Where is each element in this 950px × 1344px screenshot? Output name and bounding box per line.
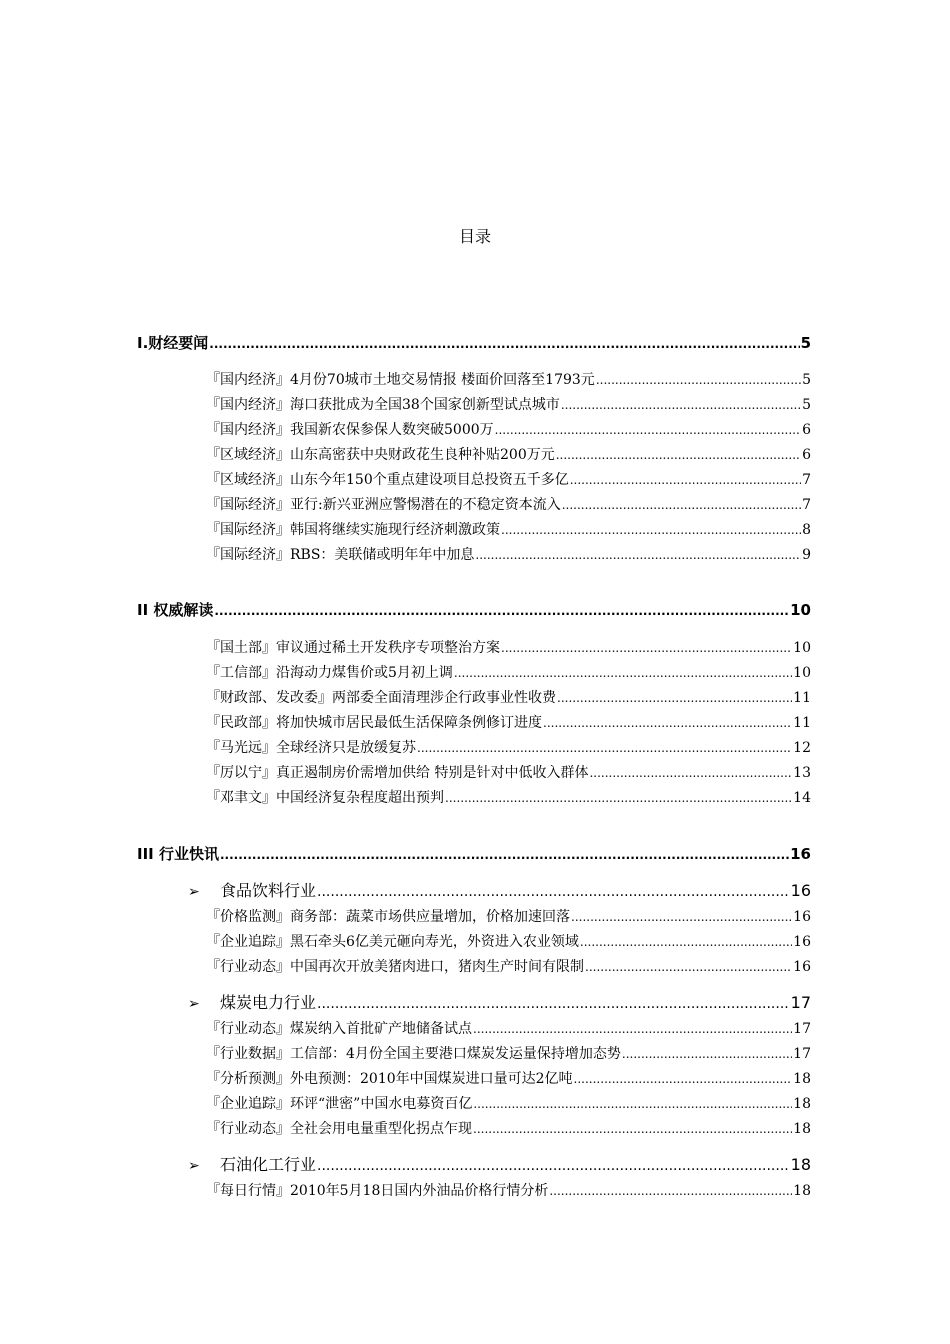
toc-entry[interactable] xyxy=(206,469,811,491)
entry-text: 『企业追踪』黑石牵头6亿美元砸向寿光，外资进入农业领域 xyxy=(206,934,579,950)
dot-leader xyxy=(501,637,792,659)
toc-entry[interactable] xyxy=(206,1093,811,1115)
toc-entry[interactable] xyxy=(206,1118,811,1140)
page-number: 13 xyxy=(793,765,811,781)
toc-entry[interactable] xyxy=(206,1018,811,1040)
entry-text: 『国内经济』4月份70城市土地交易情报 楼面价回落至1793元 xyxy=(206,372,595,388)
page-number: 11 xyxy=(793,715,811,731)
page-number: 7 xyxy=(802,497,811,513)
page-number: 18 xyxy=(793,1121,811,1137)
entry-text: 『行业动态』煤炭纳入首批矿产地储备试点 xyxy=(206,1021,472,1037)
toc-title: 目录 xyxy=(458,227,491,246)
subsection-heading-text: 食品饮料行业 xyxy=(220,881,317,900)
entry-text: 『每日行情』2010年5月18日国内外油品价格行情分析 xyxy=(206,1183,549,1199)
page-number: 5 xyxy=(802,372,811,388)
toc-entry[interactable] xyxy=(206,519,811,541)
page-number: 10 xyxy=(793,665,811,681)
dot-leader xyxy=(454,662,792,684)
entry-text: 『国土部』审议通过稀土开发秩序专项整治方案 xyxy=(206,640,500,656)
dot-leader xyxy=(445,787,792,809)
entry-text: 『行业动态』全社会用电量重型化拐点乍现 xyxy=(206,1121,472,1137)
entry-text: 『行业数据』工信部：4月份全国主要港口煤炭发运量保持增加态势 xyxy=(206,1046,621,1062)
entry-text: 『国内经济』我国新农保参保人数突破5000万 xyxy=(206,422,494,438)
toc-entry[interactable] xyxy=(206,712,811,734)
toc-entry[interactable] xyxy=(206,1180,811,1202)
page-number: 10 xyxy=(793,640,811,656)
dot-leader xyxy=(574,1068,793,1090)
dot-leader xyxy=(571,906,792,928)
page-number: 18 xyxy=(790,1155,811,1174)
page-number: 17 xyxy=(793,1021,811,1037)
dot-leader xyxy=(556,444,801,466)
page-number: 9 xyxy=(802,547,811,563)
dot-leader xyxy=(622,1043,792,1065)
section-heading-text: III 行业快讯 xyxy=(137,845,219,863)
page-number: 18 xyxy=(793,1071,811,1087)
toc-entry[interactable] xyxy=(206,787,811,809)
dot-leader xyxy=(557,687,792,709)
entry-text: 『分析预测』外电预测：2010年中国煤炭进口量可达2亿吨 xyxy=(206,1071,573,1087)
page-number: 7 xyxy=(802,472,811,488)
dot-leader xyxy=(580,931,792,953)
page-number: 11 xyxy=(793,690,811,706)
page-number: 16 xyxy=(793,909,811,925)
toc-entry[interactable] xyxy=(206,394,811,416)
page-number: 12 xyxy=(793,740,811,756)
toc-entry[interactable] xyxy=(206,1043,811,1065)
dot-leader xyxy=(214,600,789,621)
dot-leader xyxy=(501,519,801,541)
dot-leader xyxy=(317,1155,790,1176)
dot-leader xyxy=(495,419,801,441)
entry-text: 『厉以宁』真正遏制房价需增加供给 特别是针对中低收入群体 xyxy=(206,765,589,781)
entry-text: 『财政部、发改委』两部委全面清理涉企行政事业性收费 xyxy=(206,690,556,706)
toc-entry[interactable] xyxy=(206,544,811,566)
toc-subsection-heading[interactable] xyxy=(188,1154,811,1176)
dot-leader xyxy=(473,1118,792,1140)
page-number: 6 xyxy=(802,447,811,463)
page-number: 16 xyxy=(793,959,811,975)
dot-leader xyxy=(561,394,801,416)
page-number: 16 xyxy=(790,845,811,863)
entry-text: 『国内经济』海口获批成为全国38个国家创新型试点城市 xyxy=(206,397,560,413)
page-number: 17 xyxy=(790,993,811,1012)
arrow-bullet-icon: ➢ xyxy=(188,996,200,1012)
dot-leader xyxy=(570,469,801,491)
entry-text: 『马光远』全球经济只是放缓复苏 xyxy=(206,740,416,756)
dot-leader xyxy=(417,737,792,759)
dot-leader xyxy=(209,333,799,354)
page-number: 18 xyxy=(793,1096,811,1112)
page-number: 10 xyxy=(790,601,811,619)
toc-subsection-heading[interactable] xyxy=(188,992,811,1014)
page-number: 14 xyxy=(793,790,811,806)
toc-section-heading[interactable] xyxy=(137,332,811,354)
page-number: 16 xyxy=(790,881,811,900)
dot-leader xyxy=(220,844,789,865)
toc-section-heading[interactable] xyxy=(137,843,811,865)
toc-entry[interactable] xyxy=(206,687,811,709)
arrow-bullet-icon: ➢ xyxy=(188,884,200,900)
toc-entry[interactable] xyxy=(206,1068,811,1090)
toc-entry[interactable] xyxy=(206,906,811,928)
entry-text: 『区域经济』山东高密获中央财政花生良种补贴200万元 xyxy=(206,447,555,463)
page-number: 6 xyxy=(802,422,811,438)
toc-entry[interactable] xyxy=(206,637,811,659)
section-heading-text: I.财经要闻 xyxy=(137,334,209,352)
toc-entry[interactable] xyxy=(206,369,811,391)
toc-section-heading[interactable] xyxy=(137,599,811,621)
dot-leader xyxy=(562,494,801,516)
toc-entry[interactable] xyxy=(206,419,811,441)
entry-text: 『国际经济』亚行:新兴亚洲应警惕潜在的不稳定资本流入 xyxy=(206,497,561,513)
subsection-heading-text: 煤炭电力行业 xyxy=(220,993,317,1012)
entry-text: 『国际经济』RBS：美联储或明年年中加息 xyxy=(206,547,475,563)
dot-leader xyxy=(473,1093,792,1115)
entry-text: 『区域经济』山东今年150个重点建设项目总投资五千多亿 xyxy=(206,472,569,488)
arrow-bullet-icon: ➢ xyxy=(188,1158,200,1174)
page-number: 8 xyxy=(802,522,811,538)
page-number: 18 xyxy=(793,1183,811,1199)
toc-entry[interactable] xyxy=(206,956,811,978)
dot-leader xyxy=(317,881,790,902)
subsection-heading-text: 石油化工行业 xyxy=(220,1155,317,1174)
toc-entry[interactable] xyxy=(206,762,811,784)
entry-text: 『国际经济』韩国将继续实施现行经济刺激政策 xyxy=(206,522,500,538)
dot-leader xyxy=(317,993,790,1014)
dot-leader xyxy=(549,1180,792,1202)
section-heading-text: II 权威解读 xyxy=(137,601,214,619)
entry-text: 『行业动态』中国再次开放美猪肉进口，猪肉生产时间有限制 xyxy=(206,959,584,975)
entry-text: 『民政部』将加快城市居民最低生活保障条例修订进度 xyxy=(206,715,542,731)
page-number: 5 xyxy=(800,334,811,352)
entry-text: 『价格监测』商务部：蔬菜市场供应量增加，价格加速回落 xyxy=(206,909,570,925)
toc-entry[interactable] xyxy=(206,737,811,759)
toc-subsection-heading[interactable] xyxy=(188,880,811,902)
toc-entry[interactable] xyxy=(206,444,811,466)
toc-entry[interactable] xyxy=(206,931,811,953)
page-number: 16 xyxy=(793,934,811,950)
dot-leader xyxy=(543,712,792,734)
dot-leader xyxy=(596,369,801,391)
page-number: 5 xyxy=(802,397,811,413)
entry-text: 『工信部』沿海动力煤售价或5月初上调 xyxy=(206,665,453,681)
dot-leader xyxy=(589,762,792,784)
dot-leader xyxy=(473,1018,792,1040)
entry-text: 『企业追踪』环评“泄密”中国水电募资百亿 xyxy=(206,1096,473,1112)
dot-leader xyxy=(585,956,792,978)
entry-text: 『邓聿文』中国经济复杂程度超出预判 xyxy=(206,790,444,806)
dot-leader xyxy=(475,544,801,566)
toc-entry[interactable] xyxy=(206,662,811,684)
toc-entry[interactable] xyxy=(206,494,811,516)
page-number: 17 xyxy=(793,1046,811,1062)
